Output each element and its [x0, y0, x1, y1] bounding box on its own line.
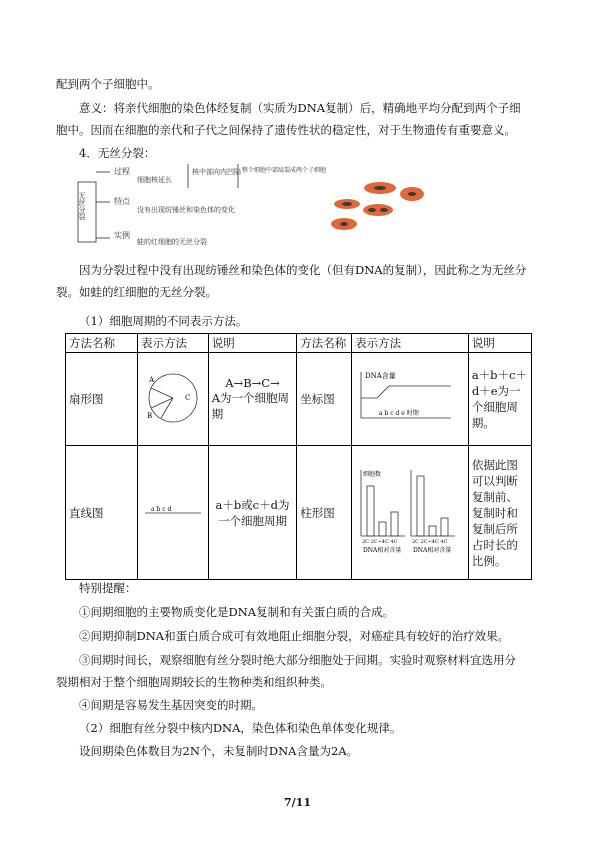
- method-name: 直线图: [66, 446, 138, 580]
- table-header: 表示方法: [352, 334, 469, 353]
- fan-diagram: [143, 368, 203, 428]
- tips-title: 特别提醒：: [79, 581, 137, 595]
- table-row: [66, 353, 532, 446]
- tip-item: ④间期是容易发生基因突变的时期。: [79, 698, 263, 712]
- body-line: 设间期染色体数目为2N个，未复制时DNA含量为2A。: [79, 744, 359, 758]
- coord-ylabel: DNA含量: [365, 371, 396, 380]
- bar-xlabel: DNA相对含量: [413, 547, 452, 554]
- tip-item: ②间期抑制DNA和蛋白质合成可有效地阻止细胞分裂，对癌症具有较好的治疗效果。: [79, 629, 510, 643]
- table-header-row: [66, 334, 532, 353]
- bar-ticks: 2C 2C~4C 4C: [362, 539, 398, 545]
- diagram-process-step: 核中部向内凹陷: [192, 168, 241, 176]
- line-diagram-cell: [137, 446, 208, 580]
- fan-description: A为一个细胞周期: [211, 391, 290, 421]
- bar-ylabel: 细胞数: [363, 471, 382, 478]
- table-header: 方法名称: [297, 334, 352, 353]
- method-description: 依据此图可以判断复制前、复制时和复制后所占时长的比例。: [468, 446, 531, 580]
- body-line: 裂。如蛙的红细胞的无丝分裂。: [56, 285, 217, 299]
- table-header: 方法名称: [66, 334, 138, 353]
- diagram-feature-text: 没有出现纺锤丝和染色体的变化: [137, 206, 235, 214]
- bar-diagram-cell: [352, 446, 469, 580]
- frog-red-blood-cells-image: [322, 178, 432, 236]
- table-header: 说明: [208, 334, 296, 353]
- method-name: 坐标图: [297, 353, 352, 446]
- diagram-root: 无丝分裂: [78, 192, 86, 220]
- diagram-example-text: 蛙的红细胞的无丝分裂: [137, 238, 207, 246]
- body-line: 配到两个子细胞中。: [56, 77, 160, 91]
- line-diagram: [143, 501, 203, 521]
- method-name: 扇形图: [66, 353, 138, 446]
- section-heading: 4．无丝分裂：: [79, 146, 156, 160]
- line-labels: a b c d: [150, 506, 172, 513]
- body-line: 胞中。因而在细胞的亲代和子代之间保持了遗传性状的稳定性，对于生物遗传有重要意义。: [56, 123, 516, 137]
- bar-diagram: [355, 466, 459, 556]
- tip-item: ③间期时间长，观察细胞有丝分裂时绝大部分细胞处于间期。实验时观察材料宜选用分: [79, 653, 516, 667]
- table-row: [66, 446, 532, 580]
- diagram-branch-feature: 特点: [114, 197, 130, 206]
- method-description: a＋b＋c＋d＋e为一个细胞周期。: [468, 353, 531, 446]
- coordinate-diagram-cell: [352, 353, 469, 446]
- body-line: 因为分裂过程中没有出现纺锤丝和染色体的变化（但有DNA的复制），因此称之为无丝分: [79, 263, 527, 277]
- subsection-heading: （2）细胞有丝分裂中核内DNA，染色体和染色单体变化规律。: [79, 721, 402, 735]
- method-description: a＋b或c＋d为一个细胞周期: [208, 446, 296, 580]
- fan-label-b: B: [146, 411, 153, 420]
- coordinate-diagram: [355, 368, 459, 428]
- fan-sequence: A→B→C→: [225, 376, 280, 390]
- diagram-process-step: 细胞核延长: [137, 176, 172, 184]
- subsection-heading: （1）细胞周期的不同表示方法。: [79, 314, 248, 328]
- page-number: 7/11: [284, 796, 311, 809]
- diagram-process-step: 整个细胞中部缢裂成两个子细胞: [242, 167, 327, 174]
- tip-item: ①间期细胞的主要物质变化是DNA复制和有关蛋白质的合成。: [79, 605, 395, 619]
- method-description: [208, 353, 296, 446]
- diagram-branch-example: 实例: [114, 231, 130, 240]
- tip-item: 裂期相对于整个细胞周期较长的生物种类和组织种类。: [56, 675, 332, 689]
- diagram-branch-process: 过程: [114, 167, 130, 176]
- body-line: 意义：将亲代细胞的染色体经复制（实质为DNA复制）后，精确地平均分配到两个子细: [79, 101, 521, 115]
- bar-ticks: 2C 2C~4C 4C: [412, 539, 448, 545]
- fan-label-a: A: [148, 375, 154, 384]
- table-header: 说明: [468, 334, 531, 353]
- method-name: 柱形图: [297, 446, 352, 580]
- coord-xlabel: a b c d e 时期: [379, 409, 419, 417]
- amitosis-diagram: [74, 160, 327, 250]
- bar-xlabel: DNA相对含量: [363, 547, 402, 554]
- table-header: 表示方法: [137, 334, 208, 353]
- fan-diagram-cell: [137, 353, 208, 446]
- fan-label-c: C: [184, 393, 191, 402]
- cell-cycle-methods-table: [65, 333, 532, 580]
